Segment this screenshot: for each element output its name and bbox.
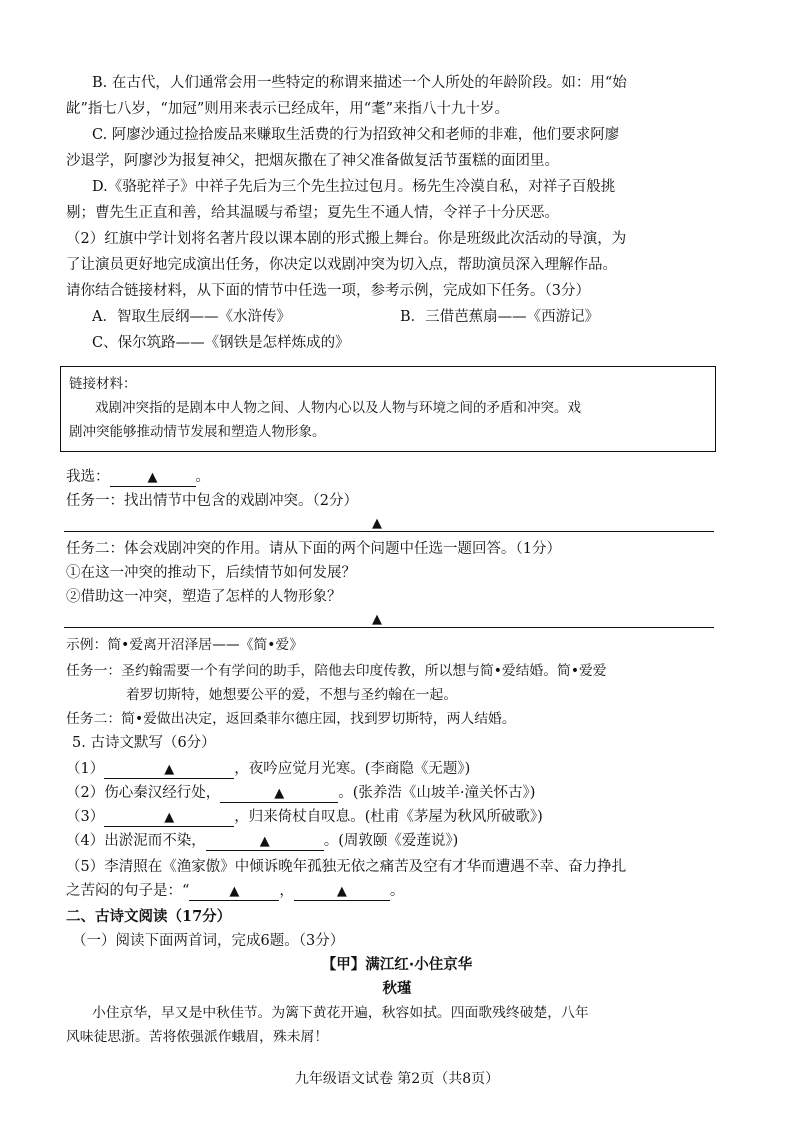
answer-triangle-icon: ▲ [372,612,382,627]
link-material-text-line2: 剧冲突能够推动情节发展和塑造人物形象。 [69,424,326,440]
q5-item5-blank2[interactable] [294,883,390,901]
my-choice-end: 。 [195,469,210,485]
q5-item4-text: （4）出淤泥而不染， [66,833,206,849]
q5-item2-blank[interactable] [220,785,338,803]
q5-item2 [66,782,726,804]
option-b-line1: B. 在古代，人们通常会用一些特定的称谓来描述一个人所处的年龄阶段。如：用“始 [92,75,627,91]
option-c-line2: 沙退学，阿廖沙为报复神父，把烟灰撒在了神父准备做复活节蛋糕的面团里。 [66,153,559,169]
q5-item4-source: 。(周敦颐《爱莲说》) [323,833,459,849]
link-material-text-line1: 戏剧冲突指的是剧本中人物之间、人物内心以及人物与环境之间的矛盾和冲突。戏 [95,400,581,416]
answer-triangle-icon: ▲ [164,762,175,777]
q5-item3-number: （3） [66,809,105,825]
option-b-line2: 龀”指七八岁，“加冠”则用来表示已经成年，用“耄”来指八十九十岁。 [66,101,510,117]
choice-c: C、保尔筑路——《钢铁是怎样炼成的》 [92,335,350,351]
task2-question1: ①在这一冲突的推动下，后续情节如何发展？ [66,565,356,581]
sub2-line2: 了让演员更好地完成演出任务，你决定以戏剧冲突为切入点，帮助演员深入理解作品。 [66,257,617,273]
q5-item3 [66,806,726,828]
sub2-line3: 请你结合链接材料，从下面的情节中任选一项，参考示例，完成如下任务。（3分） [66,283,590,299]
q5-item2-text: （2）伤心秦汉经行处， [66,785,221,801]
answer-triangle-icon: ▲ [259,834,270,849]
task1-text: 任务一：找出情节中包含的戏剧冲突。（2分） [66,493,358,509]
answer-triangle-icon: ▲ [336,884,347,899]
my-choice-line [66,466,726,488]
section2-title: 二、古诗文阅读（17分） [66,908,232,925]
poem-author: 秋瑾 [382,981,412,997]
option-c-line1: C. 阿廖沙通过捡拾废品来赚取生活费的行为招致神父和老师的非难，他们要求阿廖 [92,127,620,143]
my-choice-label: 我选： [66,469,110,485]
choice-a: A．智取生辰纲——《水浒传》 [92,309,291,325]
answer-triangle-icon: ▲ [274,786,285,801]
answer-triangle-icon: ▲ [372,516,382,531]
section2-part1: （一）阅读下面两首词，完成6题。（3分） [72,933,345,949]
q5-item1-number: （1） [66,761,105,777]
link-material-heading: 链接材料： [69,376,137,392]
q5-item4-blank[interactable] [206,833,324,851]
q5-item1-text: ，夜吟应觉月光寒。(李商隐《无题》) [234,761,471,777]
q5-item5-comma: ， [279,883,294,899]
answer-triangle-icon: ▲ [147,470,158,485]
q5-item4 [66,830,726,852]
q5-item2-source: 。(张养浩《山坡羊·潼关怀古》) [338,785,536,801]
q5-item1-blank[interactable] [104,761,234,779]
option-d-line1: D.《骆驼祥子》中祥子先后为三个先生拉过包月。杨先生冷漠自私，对祥子百般挑 [92,179,616,195]
q5-item1 [66,758,726,780]
q5-item5-blank1[interactable] [189,883,279,901]
q5-item5-prompt: 之苦闷的句子是：“ [66,883,190,899]
poem-line2: 风味徒思浙。苦将侬强派作蛾眉，殊未屑！ [66,1029,329,1045]
q5-item3-blank[interactable] [104,809,234,827]
answer-triangle-icon: ▲ [164,810,175,825]
q5-item5-line2 [66,880,726,902]
example-title: 示例：简•爱离开沼泽居——《简•爱》 [66,637,304,653]
q5-item5-end: 。 [389,883,405,899]
example-task2: 任务二：简•爱做出决定，返回桑菲尔德庄园，找到罗切斯特，两人结婚。 [66,711,516,727]
page-footer: 九年级语文试卷 第2页（共8页） [294,1071,500,1087]
option-d-line2: 剔；曹先生正直和善，给其温暖与希望；夏先生不通人情，令祥子十分厌恶。 [66,205,559,221]
my-choice-blank[interactable] [110,469,196,487]
example-task1-line1: 任务一：圣约翰需要一个有学问的助手，陪他去印度传教，所以想与简•爱结婚。简•爱爱 [66,663,607,679]
poem-line1: 小住京华，早又是中秋佳节。为篱下黄花开遍，秋容如拭。四面歌残终破楚，八年 [92,1005,589,1021]
choice-b: B．三借芭蕉扇——《西游记》 [400,309,600,325]
task1-answer-line[interactable] [64,531,714,532]
task2-text: 任务二：体会戏剧冲突的作用。请从下面的两个问题中任选一题回答。（1分） [66,541,561,557]
q5-title: 5. 古诗文默写（6分） [72,735,216,751]
example-task1-line2: 着罗切斯特，她想要公平的爱，不想与圣约翰在一起。 [126,687,458,703]
poem-title: 【甲】满江红·小住京华 [321,957,473,973]
q5-item3-text: ，归来倚杖自叹息。(杜甫《茅屋为秋风所破歌》) [234,809,543,825]
task2-answer-line[interactable] [64,627,714,628]
sub2-line1: （2）红旗中学计划将名著片段以课本剧的形式搬上舞台。你是班级此次活动的导演，为 [66,231,627,247]
task2-question2: ②借助这一冲突，塑造了怎样的人物形象？ [66,589,342,605]
answer-triangle-icon: ▲ [229,884,240,899]
link-material-box [60,366,716,452]
q5-item5-line1: （5）李清照在《渔家傲》中倾诉晚年孤独无依之痛苦及空有才华而遭遇不幸、奋力挣扎 [66,859,627,875]
